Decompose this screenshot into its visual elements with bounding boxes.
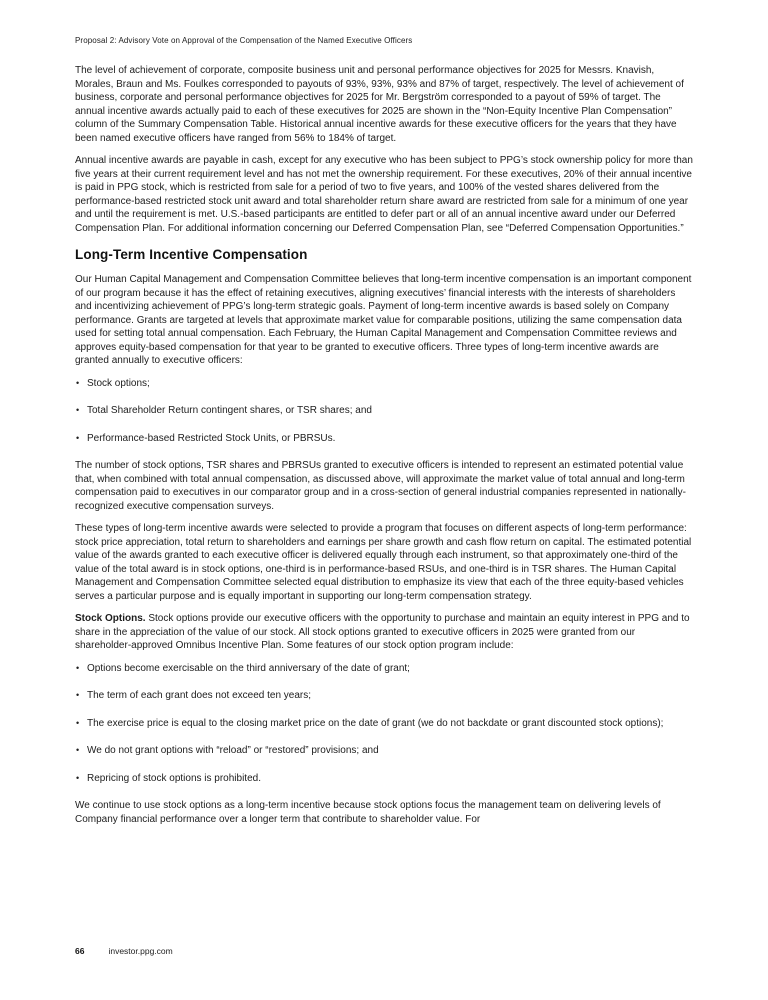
list-item-text: Total Shareholder Return contingent shares, or TSR shares; and (87, 405, 372, 416)
bullet-icon: • (76, 432, 80, 443)
paragraph-award-value: The number of stock options, TSR shares and PBRSUs granted to executive officers is intended to represent an estimated potential value that, when combined with total annual compensation, as discussed above, will approximate the market value of total annual and long-term compensation paid to executives in our comparator group and in a cross-section of general industrial companies represented in nationally-recognized executive compensation surveys. (75, 460, 686, 512)
list-item (75, 432, 693, 446)
list-item (75, 772, 693, 786)
bullet-icon: • (76, 690, 80, 700)
list-item (75, 744, 693, 758)
paragraph-annual-incentive-payment: Annual incentive awards are payable in cash, except for any executive who has been subject to PPG’s stock ownership policy for more than five years at their current requirement level and has not met the ownership requirement. For these executives, 20% of their annual incentive is paid in PPG stock, which is restricted from sale for a period of two to five years, and 100% of the vested shares delivered from the performance-based restricted stock unit award and total shareholder return share award are restricted from sale for a minimum of one year and until the requirement is met. U.S.-based participants are entitled to defer part or all of an annual incentive award under our Deferred Compensation Plan. For additional information concerning our Deferred Compensation Plan, see “Deferred Compensation Opportunities.” (75, 155, 693, 234)
list-item-text: Stock options; (87, 377, 150, 389)
paragraph-stock-options (75, 612, 693, 653)
footer-website: investor.ppg.com (108, 946, 173, 956)
page-number: 66 (75, 946, 85, 956)
list-item-text: We do not grant options with “reload” or “restored” provisions; and (87, 745, 379, 756)
bullet-icon: • (76, 717, 80, 728)
list-item (75, 689, 693, 703)
bullet-icon: • (76, 772, 80, 783)
bullet-icon: • (76, 745, 80, 755)
section-heading-long-term-incentive-compensation: Long-Term Incentive Compensation (75, 247, 308, 262)
paragraph-award-selection: These types of long-term incentive awards were selected to provide a program that focuses on different aspects of long-term performance: stock price appreciation, total return to shareholders and earnings per share growth and cash flow return on capital. The estimated potential value of the awards granted to each executive officer is delivered equally through each instrument, so that approximately one-third of the value of the total award is in stock options, one-third is in performance-based RSUs, and one-third is in TSR shares. The Human Capital Management and Compensation Committee selected equal distribution to emphasize its view that each of the three equity-based vehicles serves a particular purpose and is equally important in supporting our long-term compensation strategy. (75, 523, 692, 602)
stock-options-rest: Stock options provide our executive officers with the opportunity to purchase and maintain an equity interest in PPG and to share in the appreciation of the value of our stock. All stock options granted to executive officers in 2025 were granted from our shareholder-approved Omnibus Incentive Plan. Some features of our stock option program include: (75, 613, 690, 651)
list-item (75, 377, 693, 391)
paragraph-lti-overview: Our Human Capital Management and Compensation Committee believes that long-term incentive compensation is an important component of our program because it has the effect of retaining executives, aligning executives’ financial interests with the interests of shareholders and incentivizing achievement of PPG’s long-term strategic goals. Payment of long-term incentive awards is based solely on Company performance. Grants are targeted at levels that approximate market value for comparable positions, utilizing the same compensation data used for setting total annual compensation. Each February, the Human Capital Management and Compensation Committee reviews and approves equity-based compensation for that year to be granted to executive officers. Three types of long-term incentive awards are granted annually to executive officers: (75, 274, 692, 366)
paragraph-achievement-payouts: The level of achievement of corporate, composite business unit and personal performance objectives for 2025 for Messrs. Knavish, Morales, Braun and Ms. Foulkes corresponded to payouts of 93%, 93%, 93% and 87% of target, respectively. The level of achievement of business, corporate and personal performance objectives for 2025 for Mr. Bergström corresponded to a payout of 59% of target. The annual incentive awards actually paid to each of these executives for 2025 are shown in the “Non-Equity Incentive Plan Compensation” column of the Summary Compensation Table. Historical annual incentive awards for these executive officers for the years that they have been named executive officers have ranged from 56% to 184% of target. (75, 65, 684, 144)
bullet-icon: • (76, 405, 80, 415)
list-item-text: Performance-based Restricted Stock Units, or PBRSUs. (87, 432, 336, 444)
list-item-text: The term of each grant does not exceed ten years; (87, 690, 312, 701)
bullet-icon: • (76, 377, 80, 388)
list-item-text: Options become exercisable on the third anniversary of the date of grant; (87, 662, 410, 674)
option-features-list (75, 662, 693, 786)
running-header: Proposal 2: Advisory Vote on Approval of the Compensation of the Named Executive Officers (75, 36, 413, 45)
stock-options-lead: Stock Options. (75, 613, 146, 624)
list-item (75, 662, 693, 676)
list-item (75, 717, 693, 731)
list-item-text: The exercise price is equal to the closing market price on the date of grant (we do not backdate or grant discounted stock options); (87, 717, 664, 729)
bullet-icon: • (76, 662, 80, 673)
page-footer (75, 946, 173, 956)
list-item-text: Repricing of stock options is prohibited. (87, 772, 261, 784)
paragraph-stock-options-rationale: We continue to use stock options as a long-term incentive because stock options focus the management team on delivering levels of Company financial performance over a longer term that contribute to shareholder value. For (75, 800, 661, 825)
list-item (75, 404, 693, 418)
lti-award-types-list (75, 377, 693, 446)
